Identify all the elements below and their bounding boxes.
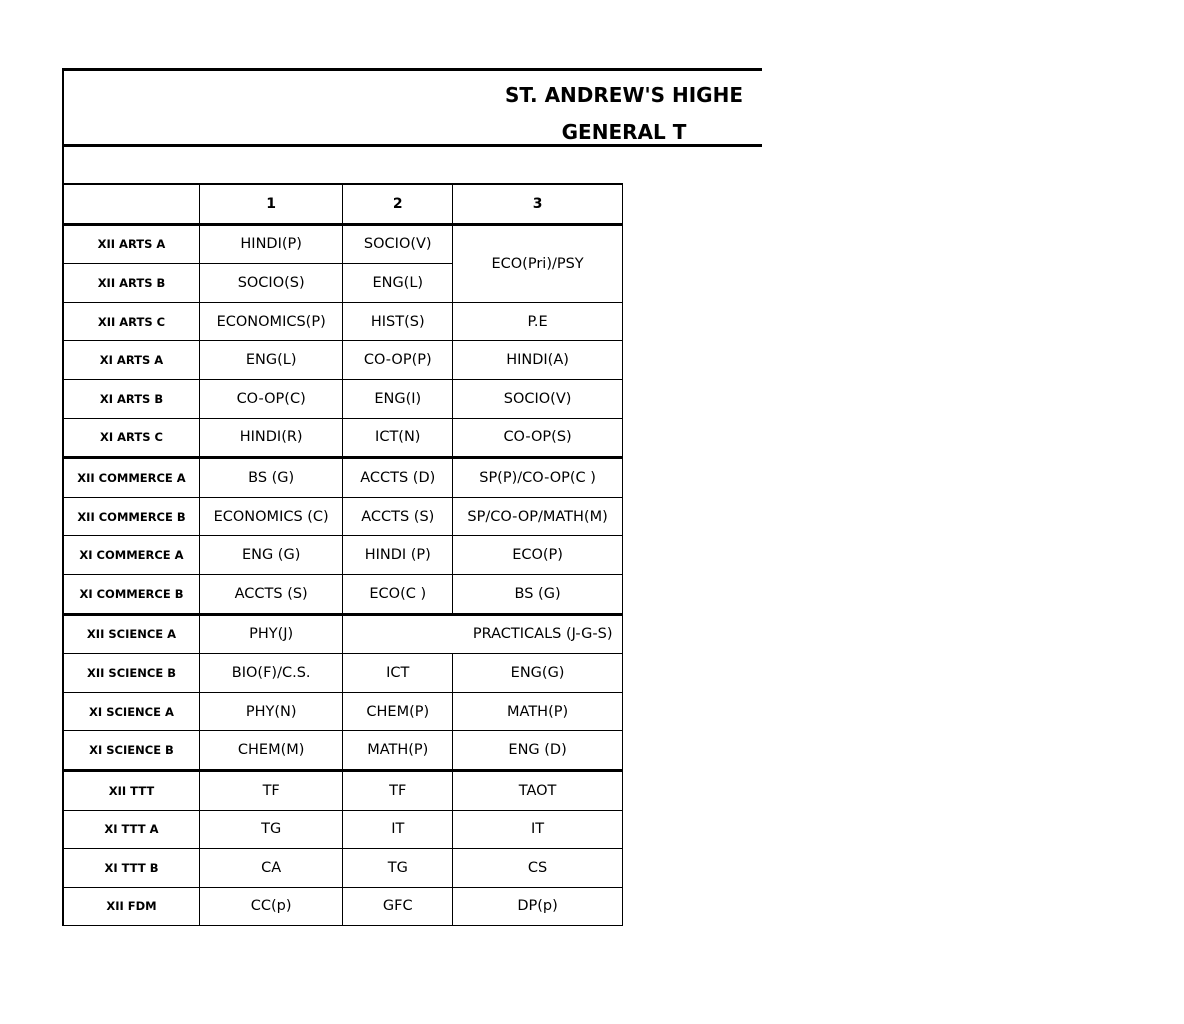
period-header: 1 bbox=[199, 184, 342, 224]
table-row bbox=[63, 731, 623, 771]
corner-cell bbox=[63, 184, 199, 224]
period-cell: IT bbox=[343, 810, 453, 849]
class-name: XI ARTS A bbox=[63, 341, 199, 380]
period-cell: ENG(I) bbox=[343, 379, 453, 418]
period-cell: ECONOMICS(P) bbox=[199, 302, 342, 341]
period-header-row bbox=[63, 184, 623, 224]
class-name: XII TTT bbox=[63, 770, 199, 810]
period-cell: ENG (G) bbox=[199, 536, 342, 575]
table-row bbox=[63, 770, 623, 810]
timetable-grid bbox=[62, 183, 623, 926]
table-row bbox=[63, 379, 623, 418]
period-cell: ECO(P) bbox=[453, 536, 623, 575]
period-cell: TG bbox=[199, 810, 342, 849]
practicals-cell: PRACTICALS (J-G-S) bbox=[343, 614, 623, 654]
period-cell: CHEM(P) bbox=[343, 692, 453, 731]
period-cell: PHY(N) bbox=[199, 692, 342, 731]
period-cell: ECO(C ) bbox=[343, 574, 453, 614]
class-name: XII ARTS B bbox=[63, 264, 199, 303]
period-cell: SOCIO(V) bbox=[343, 224, 453, 264]
class-name: XII COMMERCE B bbox=[63, 497, 199, 536]
school-name: ST. ANDREW'S HIGHE bbox=[505, 83, 743, 107]
table-row bbox=[63, 418, 623, 458]
table-row bbox=[63, 302, 623, 341]
table-row bbox=[63, 458, 623, 498]
period-cell: MATH(P) bbox=[453, 692, 623, 731]
table-row bbox=[63, 614, 623, 654]
table-row bbox=[63, 536, 623, 575]
class-name: XII SCIENCE A bbox=[63, 614, 199, 654]
period-cell: CA bbox=[199, 849, 342, 888]
timetable-title: GENERAL T bbox=[561, 120, 687, 144]
period-cell: SP/CO-OP/MATH(M) bbox=[453, 497, 623, 536]
period-cell: ENG(L) bbox=[199, 341, 342, 380]
period-cell: CHEM(M) bbox=[199, 731, 342, 771]
period-cell: CO-OP(P) bbox=[343, 341, 453, 380]
class-name: XII COMMERCE A bbox=[63, 458, 199, 498]
period-cell: TF bbox=[343, 770, 453, 810]
table-row bbox=[63, 574, 623, 614]
class-name: XI ARTS B bbox=[63, 379, 199, 418]
table-row bbox=[63, 341, 623, 380]
table-row bbox=[63, 654, 623, 693]
table-row bbox=[63, 224, 623, 264]
period-cell: DP(p) bbox=[453, 887, 623, 926]
period-cell: ENG (D) bbox=[453, 731, 623, 771]
class-name: XII FDM bbox=[63, 887, 199, 926]
class-name: XI TTT A bbox=[63, 810, 199, 849]
period-cell: HIST(S) bbox=[343, 302, 453, 341]
title-block bbox=[62, 68, 762, 144]
period-cell: CS bbox=[453, 849, 623, 888]
class-name: XI COMMERCE A bbox=[63, 536, 199, 575]
class-name: XI SCIENCE B bbox=[63, 731, 199, 771]
class-name: XII ARTS A bbox=[63, 224, 199, 264]
period-cell: SP(P)/CO-OP(C ) bbox=[453, 458, 623, 498]
class-name: XI COMMERCE B bbox=[63, 574, 199, 614]
period-cell: ENG(L) bbox=[343, 264, 453, 303]
period-cell: PHY(J) bbox=[199, 614, 342, 654]
period-cell: ENG(G) bbox=[453, 654, 623, 693]
blank-row bbox=[62, 144, 762, 184]
table-row bbox=[63, 497, 623, 536]
table-row bbox=[63, 849, 623, 888]
period-cell: ACCTS (S) bbox=[199, 574, 342, 614]
period-cell: CO-OP(C) bbox=[199, 379, 342, 418]
period-cell: TG bbox=[343, 849, 453, 888]
period-cell: BS (G) bbox=[199, 458, 342, 498]
class-name: XII ARTS C bbox=[63, 302, 199, 341]
table-row bbox=[63, 810, 623, 849]
period-cell: HINDI(R) bbox=[199, 418, 342, 458]
timetable-sheet bbox=[62, 68, 743, 921]
period-cell: ACCTS (D) bbox=[343, 458, 453, 498]
period-cell: ICT(N) bbox=[343, 418, 453, 458]
period-cell: HINDI(P) bbox=[199, 224, 342, 264]
period-cell: BIO(F)/C.S. bbox=[199, 654, 342, 693]
table-row bbox=[63, 692, 623, 731]
class-name: XI ARTS C bbox=[63, 418, 199, 458]
class-name: XII SCIENCE B bbox=[63, 654, 199, 693]
period-cell: SOCIO(V) bbox=[453, 379, 623, 418]
period-cell: IT bbox=[453, 810, 623, 849]
period-cell: P.E bbox=[453, 302, 623, 341]
period-cell: ICT bbox=[343, 654, 453, 693]
period-header: 3 bbox=[453, 184, 623, 224]
period-cell: HINDI(A) bbox=[453, 341, 623, 380]
period-cell: SOCIO(S) bbox=[199, 264, 342, 303]
period-header: 2 bbox=[343, 184, 453, 224]
period-cell: GFC bbox=[343, 887, 453, 926]
period-cell: BS (G) bbox=[453, 574, 623, 614]
class-name: XI SCIENCE A bbox=[63, 692, 199, 731]
period-cell: ACCTS (S) bbox=[343, 497, 453, 536]
period-cell: TF bbox=[199, 770, 342, 810]
period-cell: TAOT bbox=[453, 770, 623, 810]
table-row bbox=[63, 887, 623, 926]
period-cell: CC(p) bbox=[199, 887, 342, 926]
period-cell: HINDI (P) bbox=[343, 536, 453, 575]
merged-period-cell: ECO(Pri)/PSY bbox=[453, 224, 623, 302]
period-cell: ECONOMICS (C) bbox=[199, 497, 342, 536]
period-cell: CO-OP(S) bbox=[453, 418, 623, 458]
class-name: XI TTT B bbox=[63, 849, 199, 888]
period-cell: MATH(P) bbox=[343, 731, 453, 771]
